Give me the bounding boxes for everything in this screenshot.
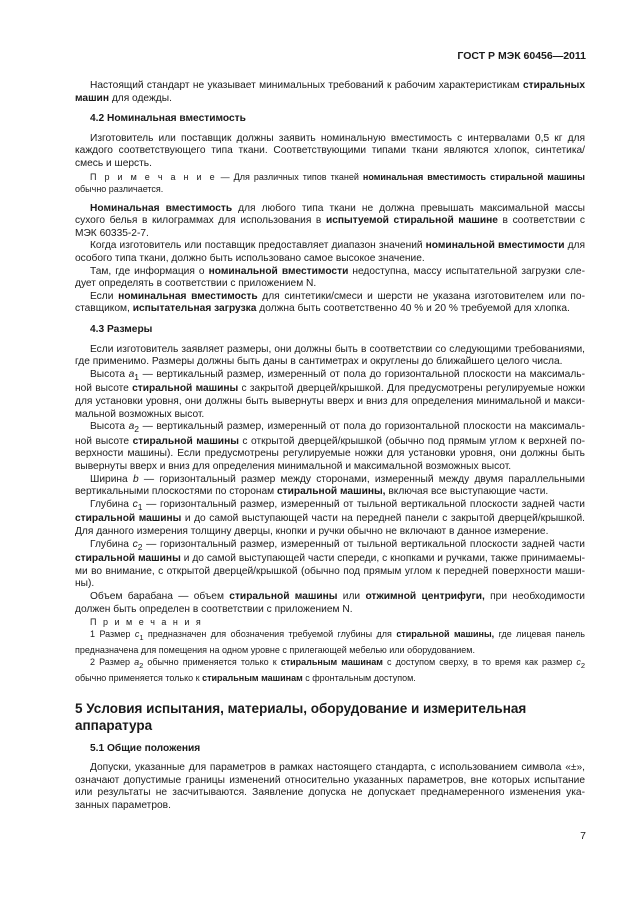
paragraph-drum-volume: Объем барабана — объем стиральной машины или отжимной центрифуги, при необходимости должен быть определен в соответствии с приложением N.: [75, 590, 585, 615]
note-4-3-2: 2 Размер $a_2$ обычно применяется только к стиральным машинам с доступом сверху, в то время как размер $c_2$ обычно применяется только к стиральным машинам с фронтальным доступом.: [75, 656, 585, 683]
section-4-3-heading: 4.3 Размеры: [90, 323, 153, 335]
note-4-2: П р и м е ч а н и е — Для различных типов тканей номинальная вместимость стиральной машины обычно различается.: [75, 171, 585, 194]
intro-paragraph: Настоящий стандарт не указывает минимальных требований к рабочим характеристикам стиральных машин для одежды.: [75, 80, 585, 104]
paragraph-depth-c1: Глубина $c_1$ — горизонтальный размер, измеренный от тыльной вертикальной плоскости задней части стиральной машины и до самой выступающей части на передней панели с закрытой дверцей/крышкой. Для данного измерения толщину дверцы, кнопки и ручки обычно не включают в данное измерение.: [75, 498, 586, 537]
paragraph-width-b: Ширина b — горизонтальный размер между сторонами, измеренный между двумя параллельными вертикальными плоскостями по сторонам стиральной машины, включая все выступающие части.: [75, 473, 585, 498]
paragraph-height-a1: Высота $a_1$ — вертикальный размер, измеренный от пола до горизонтальной плоскости на максимальной высоте стиральной машины с закрытой дверцей/крышкой. Для предусмотрены регулируемые ножки для установки уровня, они должны быть вывернуты вверх и вниз для определения минимальной и максимальной возможных высот.: [75, 368, 586, 420]
note-4-3-1: 1 Размер $c_1$ предназначен для обозначения требуемой глубины для стиральной машины, где лицевая панель предназначена для помещения на одном уровне с прилегающей мебелью или оборудованием.: [75, 629, 585, 655]
section-4-2-heading: 4.2 Номинальная вместимость: [90, 113, 246, 125]
paragraph-4-2-2: Номинальная вместимость для любого типа ткани не должна превышать максимальной массы сухого белья в килограммах для использования в испытуемой стиральной машине в соответствии с МЭК 60335-2-7.: [75, 202, 585, 239]
paragraph-depth-c2: Глубина $c_2$ — горизонтальный размер, измеренный от тыльной вертикальной плоскости задней части стиральной машины и до самой выступающей части спереди, с кнопками и ручками, также принимаемыми во внимание, с открытой дверцей/крышкой (обычно под прямым углом к передней поверхности машины).: [75, 538, 586, 590]
paragraph-4-3-1: Если изготовитель заявляет размеры, они должны быть в соответствии со следующими требованиями, где применимо. Размеры должны быть даны в сантиметрах и округлены до ближайшего целого числа.: [75, 343, 585, 368]
paragraph-height-a2: Высота $a_2$ — вертикальный размер, измеренный от пола до горизонтальной плоскости на максимальной высоте стиральной машины с открытой дверцей/крышкой (обычно под прямым углом к верхней поверхности машины). Если предусмотрены регулируемые ножки для установки уровня, они должны быть вывернуты вверх и вниз для определения минимальной и максимальной возможных высот.: [75, 421, 586, 472]
paragraph-4-2-1: Изготовитель или поставщик должны заявить номинальную вместимость с интервалами 0,5 кг для каждого соответствующего типа ткани. Соответствующими типами ткани являются хлопок, синтетика/смесь и шерсть.: [75, 132, 585, 169]
notes-4-3-label: П р и м е ч а н и я: [90, 617, 203, 628]
page-content: [75, 80, 585, 813]
paragraph-4-2-4: Там, где информация о номинальной вместимости недоступна, массу испытательной загрузки следует определять в соответствии с приложением N.: [75, 265, 585, 290]
running-header: ГОСТ Р МЭК 60456—2011: [457, 50, 586, 62]
paragraph-4-2-5: Если номинальная вместимость для синтетики/смеси и шерсти не указана изготовителем или поставщиком, испытательная загрузка должна быть соответственно 40 % и 20 % требуемой для хлопка.: [75, 290, 586, 315]
paragraph-5-1-1: Допуски, указанные для параметров в рамках настоящего стандарта, с использованием символа «±», означают допустимые границы изменений относительно указанных параметров, вне которых испытание или результаты не засчитываются. Заявление допуска не допускает преднамеренного изменения указанных параметров.: [75, 762, 585, 812]
section-5-heading: 5 Условия испытания, материалы, оборудование и измерительная аппаратура: [75, 700, 527, 733]
page-number: 7: [580, 830, 586, 842]
paragraph-4-2-3: Когда изготовитель или поставщик предоставляет диапазон значений номинальной вместимости для особого типа ткани, должно быть использовано самое высокое значение.: [75, 240, 585, 264]
section-5-1-heading: 5.1 Общие положения: [90, 742, 201, 754]
